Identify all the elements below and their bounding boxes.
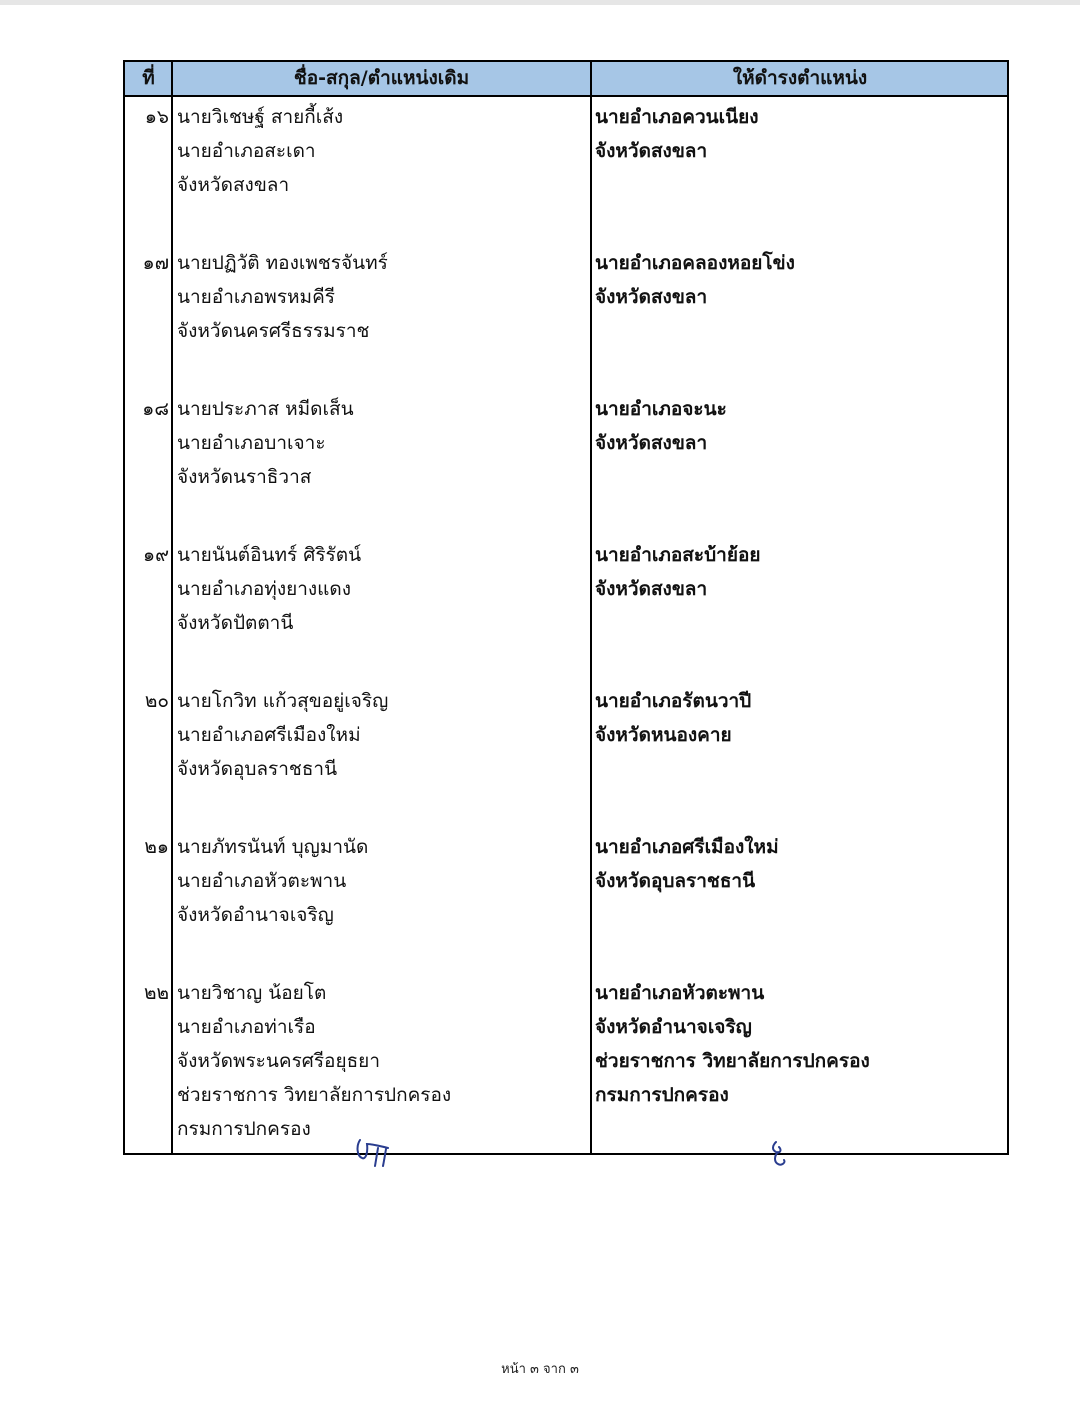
header-new-position: ให้ดำรงตำแหน่ง [732,67,868,89]
old-assignment: ช่วยราชการ วิทยาลัยการปกครอง [177,1084,452,1106]
new-position: นายอำเภอศรีเมืองใหม่ [595,836,779,858]
row-number: ๑๘ [142,398,169,420]
new-assignment: ช่วยราชการ วิทยาลัยการปกครอง [595,1050,870,1072]
new-position-cell [595,976,1005,1112]
new-position-cell [595,246,1005,314]
table-header [125,62,1007,97]
old-province: จังหวัดอุบลราชธานี [177,758,338,780]
new-province: จังหวัดสงขลา [595,432,708,454]
new-position: นายอำเภอจะนะ [595,398,727,420]
new-position-cell [595,392,1005,460]
old-position-cell [177,976,585,1146]
old-province: จังหวัดอำนาจเจริญ [177,904,334,926]
person-name: นายวิชาญ น้อยโต [177,982,327,1004]
old-position-cell [177,246,585,348]
old-position: นายอำเภอบาเจาะ [177,432,326,454]
new-position: นายอำเภอคลองหอยโข่ง [595,252,795,274]
new-position: นายอำเภอควนเนียง [595,106,759,128]
header-no: ที่ [142,67,155,89]
new-position-cell [595,684,1005,752]
new-province: จังหวัดสงขลา [595,140,708,162]
row-number: ๑๗ [142,252,169,274]
column-divider [171,62,173,1153]
old-position-cell [177,538,585,640]
old-position: นายอำเภอศรีเมืองใหม่ [177,724,361,746]
person-name: นายวิเชษฐ์ สายกี้เส้ง [177,106,344,128]
old-position-cell [177,830,585,932]
person-name: นายปฏิวัติ ทองเพชรจันทร์ [177,252,388,274]
page-number: หน้า ๓ จาก ๓ [501,1362,579,1377]
old-position: นายอำเภอทุ่งยางแดง [177,578,352,600]
row-number: ๑๖ [144,106,169,128]
header-old-position: ชื่อ-สกุล/ตำแหน่งเดิม [293,67,470,89]
old-position-cell [177,684,585,786]
new-province: จังหวัดอุบลราชธานี [595,870,756,892]
new-department: กรมการปกครอง [595,1084,729,1106]
new-position-cell [595,100,1005,168]
new-province: จังหวัดอำนาจเจริญ [595,1016,752,1038]
appointment-table [123,60,1009,1155]
person-name: นายนันต์อินทร์ ศิริรัตน์ [177,544,362,566]
old-position-cell [177,392,585,494]
new-province: จังหวัดหนองคาย [595,724,732,746]
new-province: จังหวัดสงขลา [595,578,708,600]
old-department: กรมการปกครอง [177,1118,311,1140]
old-position-cell [177,100,585,202]
new-position-cell [595,830,1005,898]
row-number: ๒๒ [143,982,169,1004]
old-province: จังหวัดพระนครศรีอยุธยา [177,1050,380,1072]
old-position: นายอำเภอท่าเรือ [177,1016,316,1038]
top-rule [0,0,1080,5]
new-position-cell [595,538,1005,606]
row-number: ๒๐ [144,690,169,712]
row-number: ๑๙ [143,544,169,566]
person-name: นายโกวิท แก้วสุขอยู่เจริญ [177,690,389,712]
old-position: นายอำเภอหัวตะพาน [177,870,347,892]
new-province: จังหวัดสงขลา [595,286,708,308]
old-province: จังหวัดสงขลา [177,174,290,196]
column-divider [590,62,592,1153]
old-position: นายอำเภอสะเดา [177,140,316,162]
handwritten-initial-signature [766,1136,796,1170]
row-number: ๒๑ [144,836,169,858]
person-name: นายภัทรนันท์ บุญมานัด [177,836,369,858]
old-province: จังหวัดนครศรีธรรมราช [177,320,370,342]
new-position: นายอำเภอหัวตะพาน [595,982,765,1004]
old-province: จังหวัดปัตตานี [177,612,294,634]
old-position: นายอำเภอพรหมคีรี [177,286,335,308]
old-province: จังหวัดนราธิวาส [177,466,312,488]
person-name: นายประภาส หมีดเส็น [177,398,354,420]
handwritten-initial-signature [352,1130,400,1170]
new-position: นายอำเภอสะบ้าย้อย [595,544,761,566]
new-position: นายอำเภอรัตนวาปี [595,690,752,712]
